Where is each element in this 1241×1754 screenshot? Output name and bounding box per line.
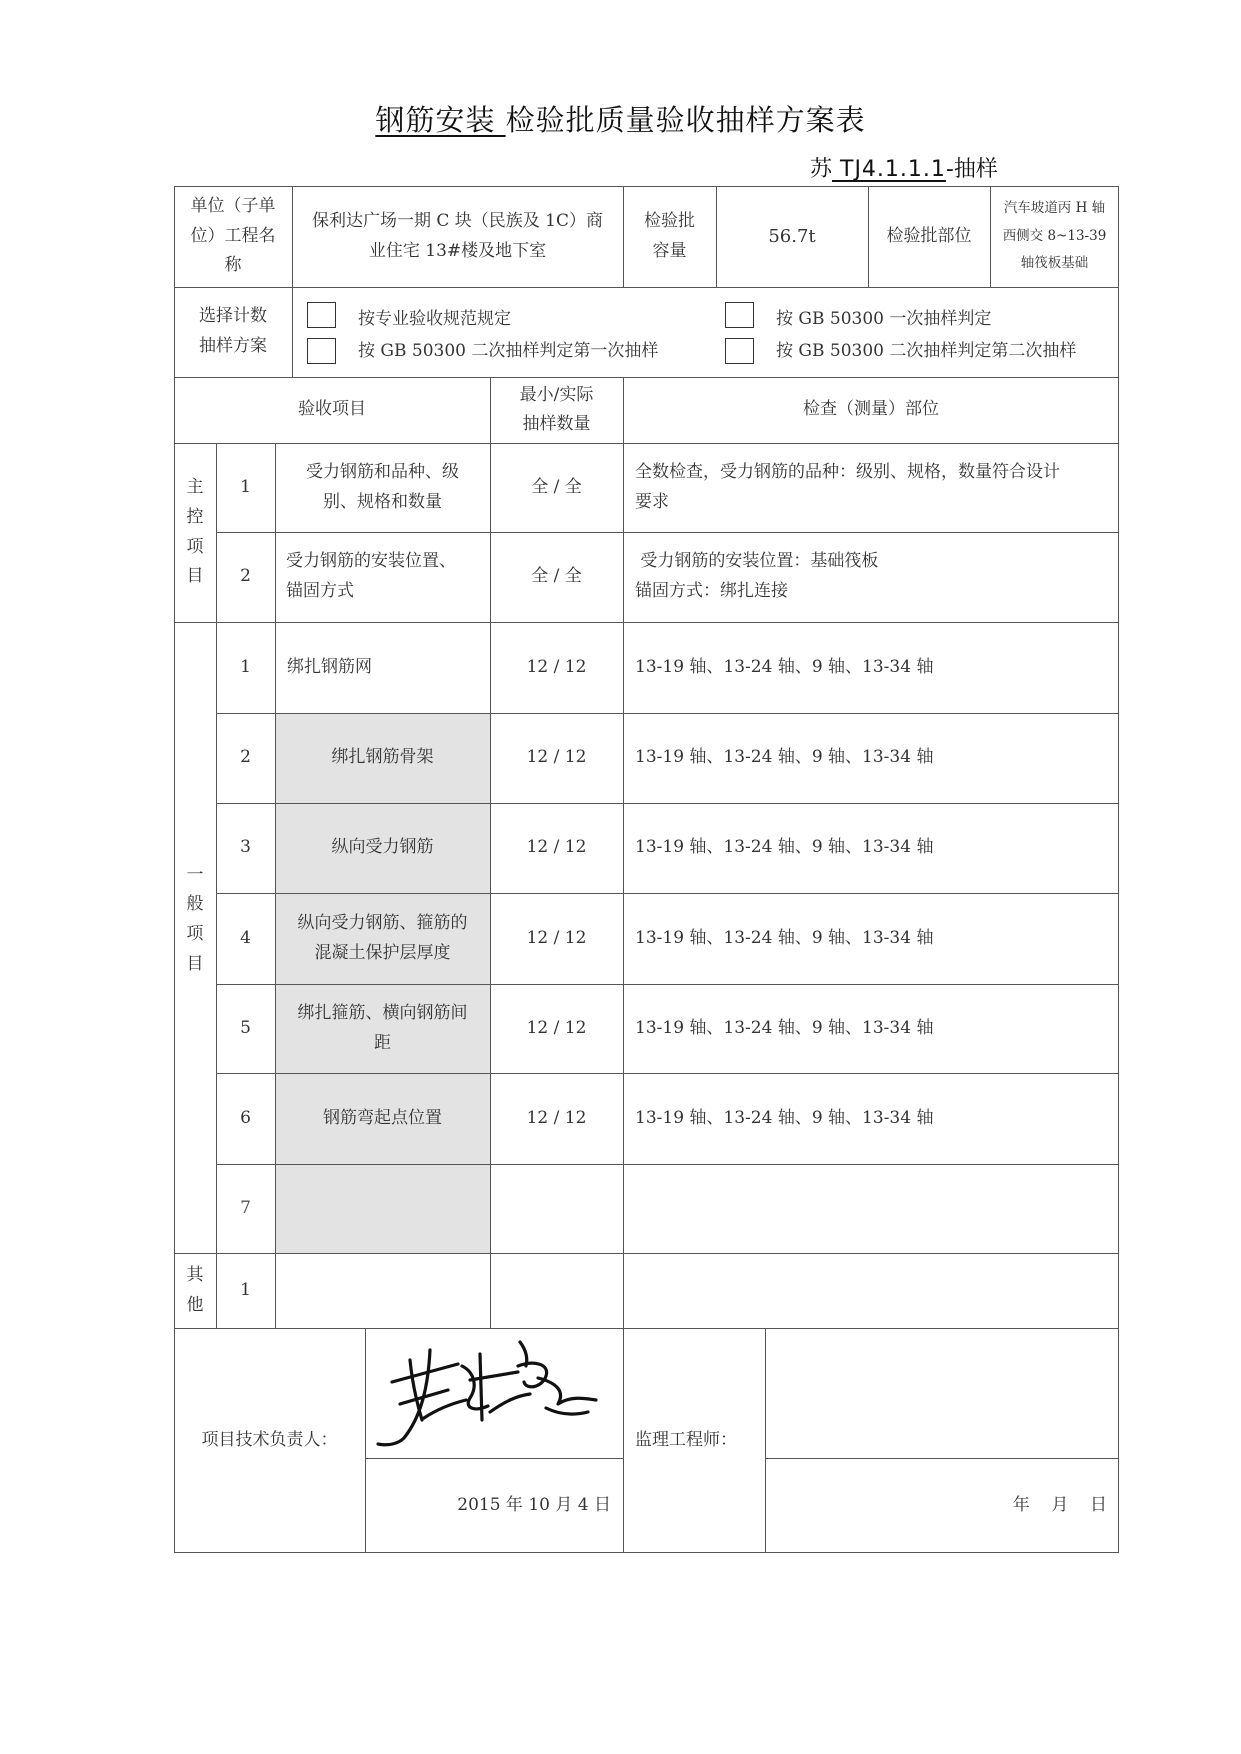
general-row-3-count: 12 / 12 [526, 837, 587, 858]
general-row-2-name: 绑扎钢筋骨架 [331, 747, 434, 768]
general-row-1-location: 13-19 轴、13-24 轴、9 轴、13-34 轴 [635, 656, 934, 677]
main-row-1-location: 全数检查，受力钢筋的品种：级别、规格，数量符合设计 要求 [635, 461, 1060, 512]
col-count-header: 最小/实际 抽样数量 [519, 385, 594, 434]
checkbox-single-sampling[interactable] [725, 302, 754, 328]
general-row-6-count: 12 / 12 [526, 1107, 587, 1128]
option-double-first: 按 GB 50300 二次抽样判定第一次抽样 [358, 341, 659, 361]
option-double-second: 按 GB 50300 二次抽样判定第二次抽样 [776, 341, 1077, 361]
rule [292, 287, 293, 377]
supervisor-date: 年 月 日 [1012, 1494, 1107, 1515]
title-main: 检验批质量验收抽样方案表 [505, 103, 866, 137]
unit-label: 单位（子单 位）工程名 称 [190, 195, 276, 276]
general-row-5-count: 12 / 12 [526, 1017, 587, 1038]
general-row-7-location [623, 1164, 1119, 1253]
document-title [0, 98, 1241, 139]
other-row-1-no: 1 [240, 1279, 251, 1300]
general-row-2-no: 2 [240, 747, 251, 768]
tech-lead-date: 2015 年 10 月 4 日 [457, 1494, 611, 1515]
general-row-7-no: 7 [240, 1197, 251, 1218]
other-row-1-location [623, 1253, 1119, 1328]
general-row-3-name: 纵向受力钢筋 [331, 837, 434, 858]
other-row-1-count [490, 1253, 623, 1328]
capacity-label: 检验批 容量 [644, 210, 695, 261]
general-row-4-no: 4 [240, 927, 251, 948]
code-prefix: 苏 [810, 157, 833, 182]
col-location-header: 检查（测量）部位 [803, 399, 939, 420]
general-row-4-count: 12 / 12 [526, 927, 587, 948]
document-code [810, 152, 998, 183]
main-row-1-count: 全 / 全 [531, 476, 582, 497]
general-row-4-location: 13-19 轴、13-24 轴、9 轴、13-34 轴 [635, 927, 934, 948]
code-value: TJ4.1.1.1 [832, 157, 946, 182]
main-control-label: 主 控 项 目 [186, 477, 204, 587]
general-row-6-name: 钢筋弯起点位置 [323, 1107, 442, 1128]
general-row-5-location: 13-19 轴、13-24 轴、9 轴、13-34 轴 [635, 1017, 934, 1038]
other-row-1-name [275, 1253, 490, 1328]
main-row-2-no: 2 [240, 566, 251, 587]
main-row-2-count: 全 / 全 [531, 566, 582, 587]
main-row-2-location: 受力钢筋的安装位置：基础筏板 锚固方式：绑扎连接 [635, 551, 879, 601]
checkbox-spec-rule[interactable] [307, 302, 336, 328]
option-spec-rule: 按专业验收规范规定 [358, 309, 511, 329]
col-item-header: 验收项目 [298, 399, 366, 420]
main-row-2-name: 受力钢筋的安装位置、 锚固方式 [286, 551, 456, 601]
checkbox-double-second[interactable] [725, 338, 754, 364]
capacity-value: 56.7t [768, 225, 816, 247]
tech-lead-label: 项目技术负责人： [201, 1429, 338, 1450]
general-row-3-location: 13-19 轴、13-24 轴、9 轴、13-34 轴 [635, 837, 934, 858]
main-row-1-name: 受力钢筋和品种、级 别、规格和数量 [306, 461, 459, 512]
general-label: 一 般 项 目 [186, 864, 204, 974]
option-single-sampling: 按 GB 50300 一次抽样判定 [776, 309, 992, 329]
general-row-6-location: 13-19 轴、13-24 轴、9 轴、13-34 轴 [635, 1107, 934, 1128]
checkbox-double-first[interactable] [307, 338, 336, 364]
general-row-1-count: 12 / 12 [526, 656, 587, 677]
location-label: 检验批部位 [886, 225, 972, 246]
general-row-3-no: 3 [240, 837, 251, 858]
general-row-2-count: 12 / 12 [526, 747, 587, 768]
general-row-1-no: 1 [240, 656, 251, 677]
main-row-1-no: 1 [240, 476, 251, 497]
rule [174, 287, 1119, 288]
handwritten-signature [370, 1320, 610, 1450]
general-row-5-no: 5 [240, 1017, 251, 1038]
general-row-2-location: 13-19 轴、13-24 轴、9 轴、13-34 轴 [635, 747, 934, 768]
general-row-7-name [275, 1164, 490, 1253]
other-label: 其 他 [186, 1264, 204, 1315]
title-subject: 钢筋安装 [375, 103, 506, 137]
location-value: 汽车坡道丙 H 轴 西侧交 8~13-39 轴筏板基础 [1002, 199, 1107, 272]
sampling-label: 选择计数 抽样方案 [199, 306, 267, 356]
general-row-7-count [490, 1164, 623, 1253]
general-row-6-no: 6 [240, 1107, 251, 1128]
general-row-1-name: 绑扎钢筋网 [287, 656, 372, 677]
supervisor-label: 监理工程师： [635, 1429, 737, 1450]
general-row-5-name: 绑扎箍筋、横向钢筋间 距 [297, 1002, 468, 1053]
general-row-4-name: 纵向受力钢筋、箍筋的 混凝土保护层厚度 [297, 912, 468, 963]
code-suffix: -抽样 [945, 157, 998, 182]
unit-value: 保利达广场一期 C 块（民族及 1C）商 业住宅 13#楼及地下室 [311, 210, 604, 261]
